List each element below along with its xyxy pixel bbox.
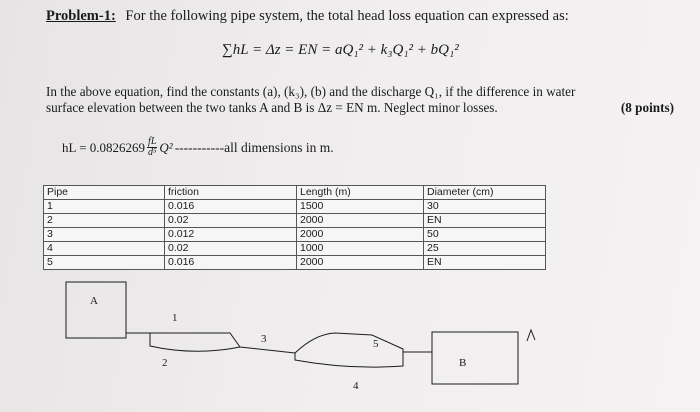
cell-friction: 0.016 [165, 256, 297, 270]
problem-label: Problem-1: [46, 8, 116, 24]
fraction-denominator: d⁵ [147, 147, 157, 158]
tank-a [66, 282, 126, 338]
pipe-label-5: 5 [373, 338, 379, 350]
formula-lhs: hL = 0.0826269 [62, 139, 146, 155]
cell-diameter: 30 [424, 200, 546, 214]
cell-friction: 0.02 [165, 214, 297, 228]
water-level-arrow [527, 330, 535, 341]
cell-diameter: EN [424, 214, 546, 228]
cell-pipe: 4 [44, 242, 165, 256]
cell-diameter: 50 [424, 228, 546, 242]
cell-length: 1500 [297, 200, 424, 214]
header-friction: friction [165, 186, 297, 200]
cell-friction: 0.02 [165, 242, 297, 256]
cell-length: 1000 [297, 242, 424, 256]
cell-pipe: 2 [44, 214, 165, 228]
cell-pipe: 5 [44, 256, 165, 270]
points-marks: (8 points) [620, 100, 674, 115]
fraction-numerator: fL [148, 136, 157, 147]
cell-length: 2000 [297, 256, 424, 270]
pipe-label-1: 1 [172, 312, 178, 324]
cell-friction: 0.012 [165, 228, 297, 242]
problem-statement: For the following pipe system, the total head loss equation can expressed as: [125, 8, 569, 24]
pipe-label-4: 4 [353, 380, 359, 392]
cell-diameter: 25 [424, 242, 546, 256]
paragraph-line-1: In the above equation, find the constants (a), (k₃), (b) and the discharge Q₁, if the difference in water [46, 84, 576, 99]
cell-length: 2000 [297, 228, 424, 242]
pipe-label-3: 3 [261, 333, 267, 345]
tank-b [432, 332, 518, 384]
pipe-label-2: 2 [162, 357, 168, 369]
cell-friction: 0.016 [165, 200, 297, 214]
formula-note: -----------all dimensions in m. [174, 139, 334, 155]
tank-b-label: B [459, 357, 467, 369]
head-loss-equation: ∑hL = Δz = EN = aQ₁² + k₃Q₁² + bQ₁² [222, 42, 459, 58]
tank-a-label: A [90, 295, 98, 307]
header-pipe: Pipe [44, 186, 165, 200]
formula-q-term: Q² [159, 139, 173, 155]
cell-pipe: 3 [44, 228, 165, 242]
cell-length: 2000 [297, 214, 424, 228]
cell-pipe: 1 [44, 200, 165, 214]
header-length: Length (m) [297, 186, 424, 200]
paragraph-line-2: surface elevation between the two tanks A and B is Δz = EN m. Neglect minor losses. [46, 100, 498, 115]
pipe-loop-1-2 [150, 333, 240, 351]
cell-diameter: EN [424, 256, 546, 270]
pipe-loop-4-5 [295, 333, 403, 367]
pipe-3 [240, 347, 295, 353]
header-diameter: Diameter (cm) [424, 186, 546, 200]
